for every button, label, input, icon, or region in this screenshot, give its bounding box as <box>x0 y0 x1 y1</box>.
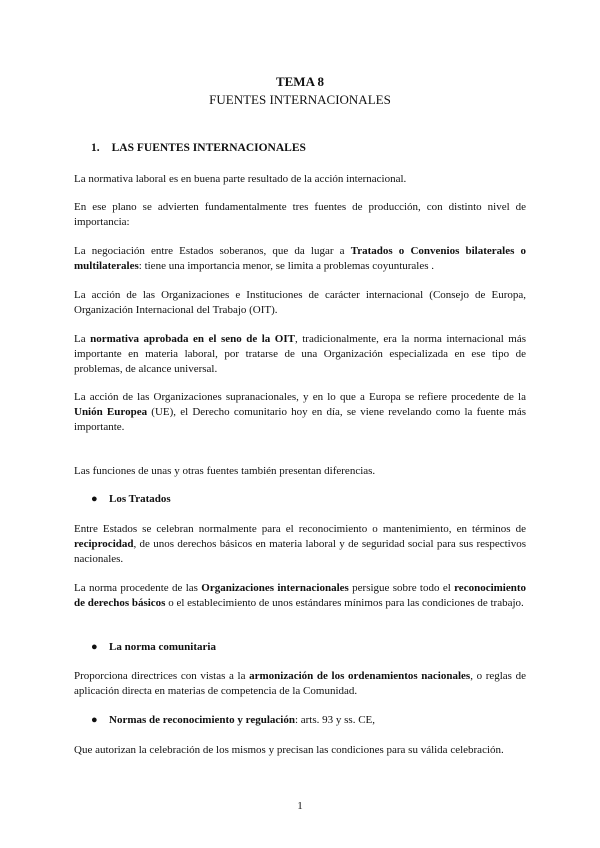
page-subtitle: FUENTES INTERNACIONALES <box>209 92 391 107</box>
paragraph-2: En ese plano se advierten fundamentalmente tres fuentes de producción, con distinto nivel de importancia: <box>74 201 526 228</box>
paragraph-4: La acción de las Organizaciones e Instituciones de carácter internacional (Consejo de Europa, Organización Internacional del Trabajo (OIT). <box>74 289 526 316</box>
bullet-icon: ● <box>91 714 98 726</box>
paragraph-6: La acción de las Organizaciones supranacionales, y en lo que a Europa se refiere procedente de la Unión Europea (UE), el Derecho comunitario hoy en día, se viene revelando como la fuente más importante. <box>74 391 526 433</box>
bullet-icon: ● <box>91 493 98 505</box>
paragraph-5: La normativa aprobada en el seno de la OIT, tradicionalmente, era la norma internacional más importante en materia laboral, por tratarse de una Organización especializada en ese tipo de problemas, de alcance universal. <box>74 333 526 375</box>
paragraph-9: La norma procedente de las Organizaciones internacionales persigue sobre todo el reconocimiento de derechos básicos o el establecimiento de unos estándares mínimos para las condiciones de trabajo. <box>74 582 527 609</box>
section-heading <box>91 142 306 154</box>
section-title: LAS FUENTES INTERNACIONALES <box>111 142 306 154</box>
paragraph-1: La normativa laboral es en buena parte resultado de la acción internacional. <box>74 173 407 185</box>
paragraph-7: Las funciones de unas y otras fuentes también presentan diferencias. <box>74 465 376 477</box>
paragraph-8: Entre Estados se celebran normalmente para el reconocimiento o mantenimiento, en términos de reciprocidad, de unos derechos básicos en materia laboral y de seguridad social para sus respectivos nacionales. <box>74 523 526 565</box>
bullet-norma-comunitaria: ● La norma comunitaria <box>91 641 216 653</box>
bullet-normas-reconocimiento: ● Normas de reconocimiento y regulación: arts. 93 y ss. CE, <box>91 714 376 726</box>
section-number: 1. <box>91 142 100 154</box>
page-title: TEMA 8 <box>275 74 325 89</box>
bullet-tratados: ● Los Tratados <box>91 493 171 505</box>
paragraph-11: Que autorizan la celebración de los mismos y precisan las condiciones para su válida celebración. <box>74 744 504 756</box>
paragraph-10: Proporciona directrices con vistas a la armonización de los ordenamientos nacionales, o reglas de aplicación directa en materias de competencia de la Comunidad. <box>74 670 526 697</box>
bullet-icon: ● <box>91 641 98 653</box>
page-number: 1 <box>297 800 303 812</box>
paragraph-3: La negociación entre Estados soberanos, que da lugar a Tratados o Convenios bilaterales o multilaterales: tiene una importancia menor, se limita a problemas coyunturales . <box>74 245 527 272</box>
